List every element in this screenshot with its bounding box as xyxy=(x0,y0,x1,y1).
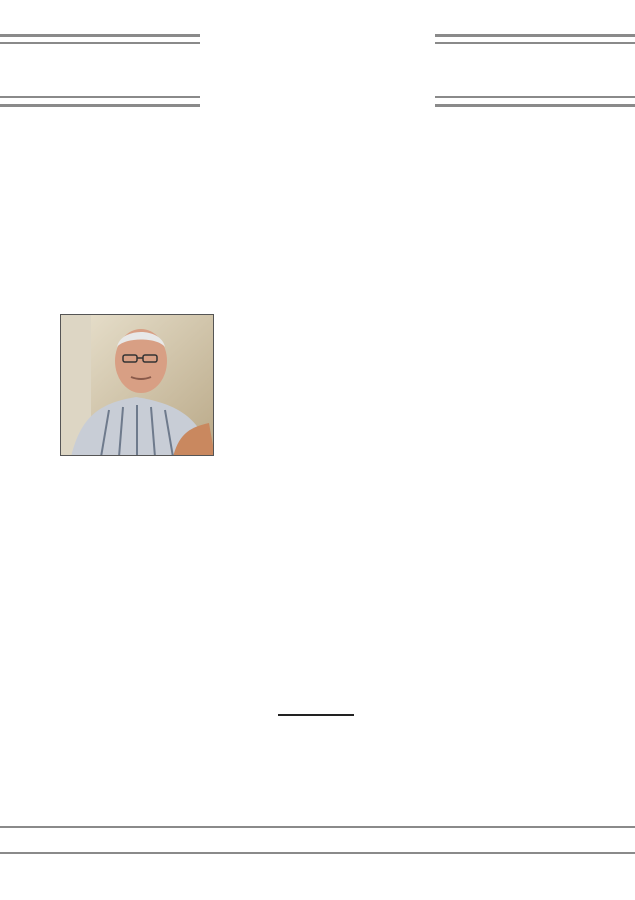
footer-top-line xyxy=(0,826,635,828)
calligraphy-title xyxy=(200,30,435,118)
deceased-photo xyxy=(60,314,214,456)
portrait-image xyxy=(61,315,214,456)
footer-ornament-row xyxy=(0,831,635,849)
footer-bottom-line xyxy=(0,852,635,854)
divider-line xyxy=(278,714,354,716)
bottom-ornament-band xyxy=(0,826,635,856)
